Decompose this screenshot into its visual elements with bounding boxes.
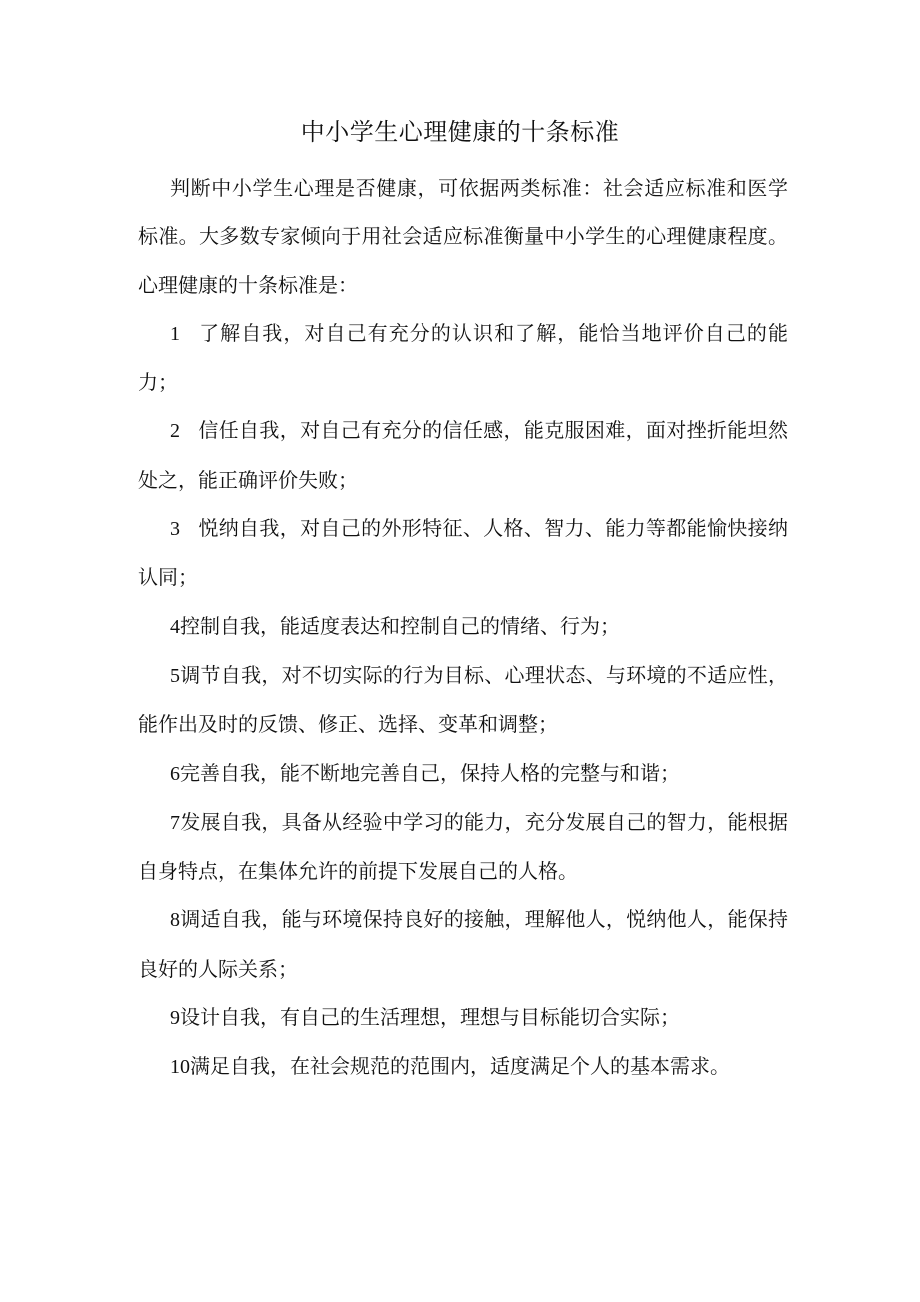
standard-item-1	[138, 309, 788, 407]
item-text: 调适自我，能与环境保持良好的接触，理解他人，悦纳他人，能保持良好的人际关系；	[138, 907, 788, 981]
intro-paragraph: 判断中小学生心理是否健康，可依据两类标准：社会适应标准和医学标准。大多数专家倾向于用社会适应标准衡量中小学生的心理健康程度。心理健康的十条标准是：	[138, 176, 788, 297]
item-number: 4	[170, 615, 180, 638]
item-number: 2	[170, 420, 180, 443]
standard-item-3	[138, 504, 788, 602]
item-text: 设计自我，有自己的生活理想，理想与目标能切合实际；	[180, 1005, 680, 1030]
item-text: 信任自我，对自己有充分的信任感，能克服困难，面对挫折能坦然处之，能正确评价失败；	[138, 418, 788, 492]
standard-item-10	[138, 1042, 788, 1091]
item-text: 发展自我，具备从经验中学习的能力，充分发展自己的智力，能根据自身特点，在集体允许的前提下发展自己的人格。	[138, 809, 788, 884]
standard-item-2	[138, 406, 788, 504]
item-number: 10	[170, 1056, 190, 1079]
item-text: 完善自我，能不断地完善自己，保持人格的完整与和谐；	[180, 760, 680, 785]
item-text: 控制自我，能适度表达和控制自己的情绪、行为；	[180, 613, 620, 638]
item-text: 调节自我，对不切实际的行为目标、心理状态、与环境的不适应性，能作出及时的反馈、修正、选择、变革和调整；	[138, 662, 788, 737]
item-text: 了解自我，对自己有充分的认识和了解，能恰当地评价自己的能力；	[138, 320, 788, 395]
item-number: 6	[170, 762, 180, 785]
item-number: 8	[170, 909, 180, 932]
item-number: 5	[170, 664, 180, 687]
item-text: 满足自我，在社会规范的范围内，适度满足个人的基本需求。	[190, 1054, 730, 1079]
document-title: 中小学生心理健康的十条标准	[300, 118, 620, 146]
document-body	[138, 164, 788, 1092]
standard-item-7	[138, 798, 788, 896]
standard-item-4	[138, 602, 788, 651]
item-text: 悦纳自我，对自己的外形特征、人格、智力、能力等都能愉快接纳认同；	[138, 516, 788, 590]
standard-item-5	[138, 651, 788, 749]
standard-item-9	[138, 993, 788, 1042]
item-number: 3	[170, 518, 180, 541]
item-number: 1	[170, 322, 180, 345]
standard-item-8	[138, 895, 788, 993]
item-number: 9	[170, 1007, 180, 1030]
item-number: 7	[170, 811, 180, 834]
standard-item-6	[138, 749, 788, 798]
